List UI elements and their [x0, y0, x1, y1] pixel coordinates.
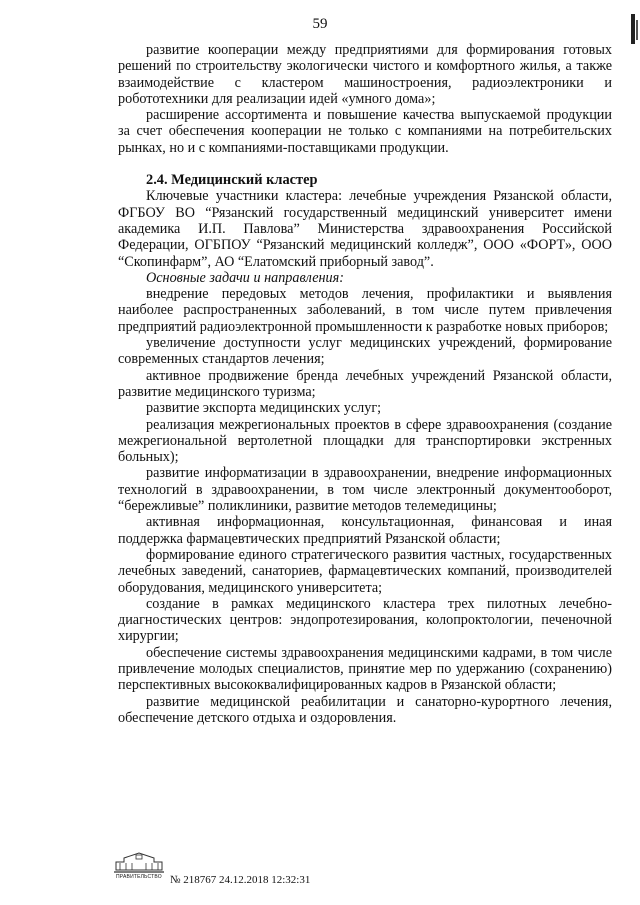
- list-item: реализация межрегиональных проектов в сфере здравоохранения (создание межрегиональной вертолетной площадки для транспортировки экстренных больных);: [118, 416, 612, 466]
- paragraph-participants: Ключевые участники кластера: лечебные учреждения Рязанской области, ФГБОУ ВО “Рязанский государственный медицинский университет имени академика И.П. Павлова” Министерства здравоохранения Российской Федерации, ОГБПОУ “Рязанский медицинский колледж”, ООО «ФОРТ», ООО “Скопинфарм”, АО “Елатомский приборный завод”.: [118, 188, 612, 270]
- list-item: внедрение передовых методов лечения, профилактики и выявления наиболее распространенных заболеваний, в том числе путем привлечения предприятий радиоэлектронной промышленности к разработке новых приборов;: [118, 286, 612, 335]
- tasks-label: Основные задачи и направления:: [146, 269, 344, 286]
- list-item: формирование единого стратегического развития частных, государственных лечебных заведений, санаториев, фармацевтических компаний, производителей оборудования, медицинского университета;: [118, 546, 612, 596]
- list-item: обеспечение системы здравоохранения медицинскими кадрами, в том числе привлечение молодых специалистов, принятие мер по удержанию (сохранению) перспективных высококвалифицированных кадров в Рязанской области;: [118, 644, 612, 694]
- list-item: создание в рамках медицинского кластера трех пилотных лечебно-диагностических центров: эндопротезирования, колопроктологии, печеночной хирургии;: [118, 595, 612, 645]
- document-body: [118, 42, 612, 726]
- registration-number: № 218767 24.12.2018 12:32:31: [170, 874, 311, 886]
- paragraph-cooperation: развитие кооперации между предприятиями для формирования готовых решений по строительству экологически чистого и комфортного жилья, а также взаимодействие с кластером машиностроения, радиоэлектроники и робототехники для реализации идей «умного дома»;: [118, 42, 612, 107]
- page-number: 59: [312, 16, 328, 32]
- list-item: активная информационная, консультационная, финансовая и иная поддержка фармацевтических предприятий Рязанской области;: [118, 514, 612, 547]
- scan-edge-mark: [628, 14, 640, 46]
- footer: [112, 852, 532, 900]
- paragraph-assortment: расширение ассортимента и повышение качества выпускаемой продукции за счет обеспечения кооперации не только с компаниями на потребительских рынках, но и с компаниями-поставщиками продукции.: [118, 107, 612, 156]
- list-item: увеличение доступности услуг медицинских учреждений, формирование современных стандартов лечения;: [118, 335, 612, 368]
- section-heading: 2.4. Медицинский кластер: [146, 172, 318, 189]
- list-item: развитие экспорта медицинских услуг;: [146, 400, 382, 417]
- seal-caption: ПРАВИТЕЛЬСТВО: [116, 874, 162, 880]
- list-item: активное продвижение бренда лечебных учреждений Рязанской области, развитие медицинского туризма;: [118, 367, 612, 400]
- list-item: развитие информатизации в здравоохранении, внедрение информационных технологий в здравоохранении, в том числе электронный документооборот, “бережливые” поликлиники, развитие методов телемедицины;: [118, 465, 612, 515]
- list-item: развитие медицинской реабилитации и санаторно-курортного лечения, обеспечение детского отдыха и оздоровления.: [118, 693, 612, 726]
